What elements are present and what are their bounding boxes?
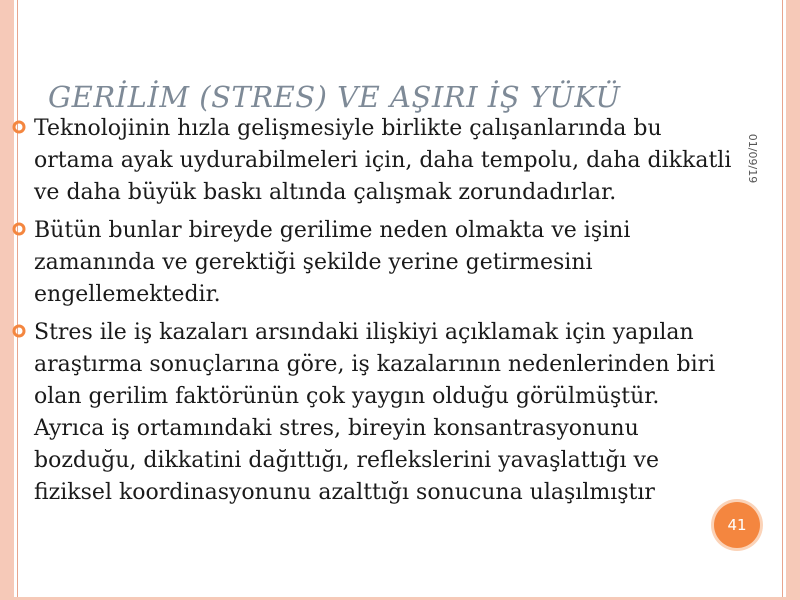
- bullet-item: [12, 317, 734, 509]
- slide-number: 41: [727, 516, 747, 534]
- circle-bullet-icon: [12, 120, 26, 134]
- slide-number-badge: [714, 502, 760, 548]
- bullet-item: [12, 113, 734, 209]
- bullet-text: Bütün bunlar bireyde gerilime neden olmakta ve işini zamanında ve gerektiği şekilde yerine getirmesini engellemektedir.: [34, 218, 631, 307]
- right-border: [786, 0, 800, 600]
- circle-bullet-icon: [12, 222, 26, 236]
- bullet-item: [12, 215, 734, 311]
- bullet-text: Teknolojinin hızla gelişmesiyle birlikte çalışanlarında bu ortama ayak uydurabilmeleri için, daha tempolu, daha dikkatli ve daha büyük baskı altında çalışmak zorundadırlar.: [34, 116, 732, 205]
- slide-date-text: 01/09/19: [746, 133, 760, 183]
- slide-title: GERİLİM (STRES) VE AŞIRI İŞ YÜKÜ: [48, 80, 621, 114]
- right-border-line: [782, 0, 783, 600]
- bullet-text: Stres ile iş kazaları arsındaki ilişkiyi açıklamak için yapılan araştırma sonuçlarına göre, iş kazalarının nedenlerinden biri olan gerilim faktörünün çok yaygın olduğu görülmüştür. Ayrıca iş ortamındaki stres, bireyin konsantrasyonunu bozduğu, dikkatini dağıttığı, reflekslerini yavaşlattığı ve fiziksel koordinasyonunu azalttığı sonucuna ulaşılmıştır: [34, 320, 716, 505]
- circle-bullet-icon: [12, 324, 26, 338]
- slide-content: [12, 113, 734, 515]
- slide-date: [737, 118, 769, 198]
